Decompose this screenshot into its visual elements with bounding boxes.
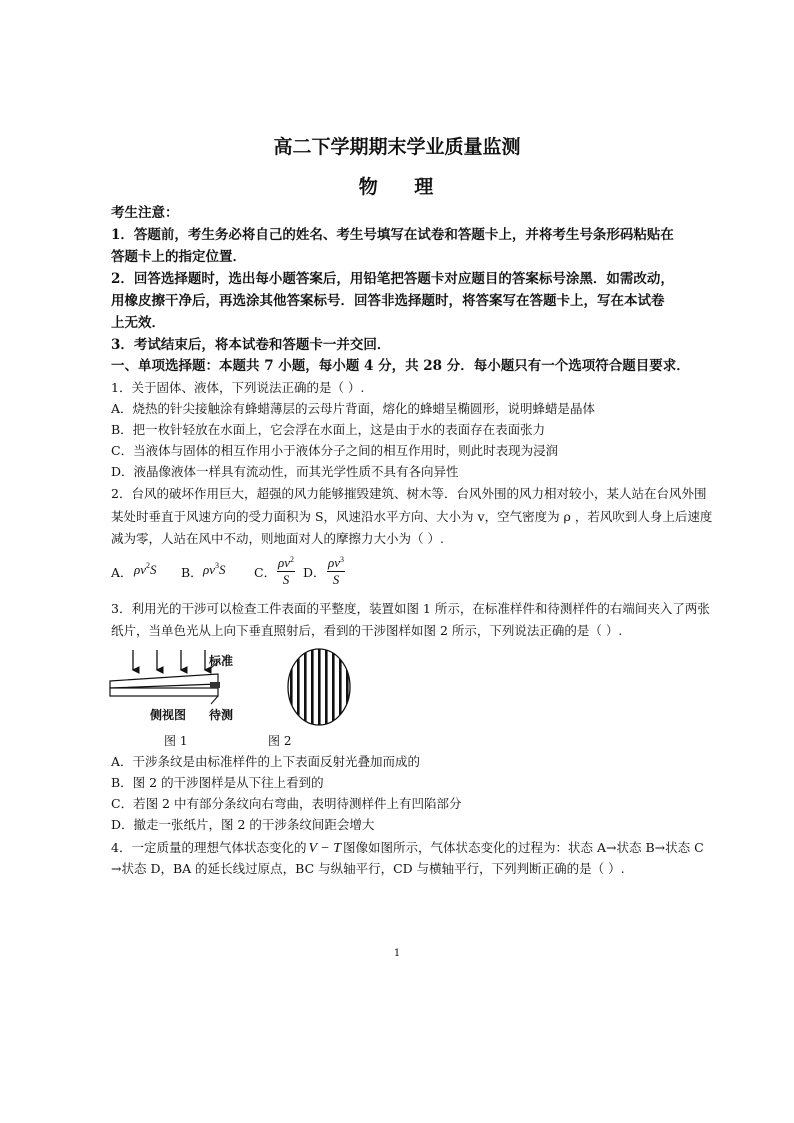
question-3-option-d: D．撤走一张纸片，图 2 的干涉条纹间距会增大	[111, 817, 375, 832]
question-4-line-1: 4．一定质量的理想气体状态变化的 V − T 图像如图所示，气体状态变化的过程为：状态 A→状态 B→状态 C	[111, 840, 704, 856]
paper-wedge	[210, 682, 220, 688]
question-3-line-1: 3．利用光的干涉可以检查工件表面的平整度，装置如图 1 所示，在标准样件和待测样件的右端间夹入了两张	[111, 601, 710, 616]
question-2-line-3: 减为零，人站在风中不动，则地面对人的摩擦力大小为（ ）.	[111, 531, 444, 546]
figure-2-caption: 图 2	[268, 734, 292, 748]
figure-1-label-side-view: 侧视图	[150, 708, 187, 722]
question-2-line-2: 某处时垂直于风速方向的受力面积为 S，风速沿水平方向、大小为 v，空气密度为 ρ ，若风吹到人身上后速度	[111, 509, 713, 524]
question-1-stem: 1．关于固体、液体，下列说法正确的是（ ）.	[111, 380, 365, 395]
figure-1-label-standard: 标准	[209, 654, 234, 668]
notice-item-3: 3．考试结束后，将本试卷和答题卡一并交回．	[111, 337, 391, 353]
vt-math: V − T	[308, 841, 342, 856]
subject-title: 物 理	[358, 176, 436, 198]
question-1-option-b: B．把一枚针轻放在水面上，它会浮在水面上，这是由于水的表面存在表面张力	[111, 422, 546, 437]
question-1-option-a: A．烧热的针尖接触涂有蜂蜡薄层的云母片背面，熔化的蜂蜡呈椭圆形，说明蜂蜡是晶体	[111, 401, 596, 416]
section-heading: 一、单项选择题：本题共 7 小题，每小题 4 分，共 28 分．每小题只有一个选项符合题目要求．	[111, 358, 690, 374]
question-3-option-c: C．若图 2 中有部分条纹向右弯曲，表明待测样件上有凹陷部分	[111, 796, 462, 811]
notice-item-2-cont: 用橡皮擦干净后，再选涂其他答案标号．回答非选择题时，将答案写在答题卡上，写在本试卷	[111, 293, 665, 309]
notice-item-2-cont2: 上无效．	[111, 315, 165, 331]
question-3-line-2: 纸片，当单色光从上向下垂直照射后，看到的干涉图样如图 2 所示，下列说法正确的是（ ）.	[111, 623, 623, 638]
question-2-option-c-label: C．	[254, 565, 277, 580]
notice-heading: 考生注意：	[111, 205, 179, 221]
question-2-option-a-formula: $\rho v^2S$	[134, 561, 157, 577]
notice-item-1: 1．答题前，考生务必将自己的姓名、考生号填写在试卷和答题卡上，并将考生号条形码粘贴在	[111, 227, 674, 243]
question-3-option-a: A．干涉条纹是由标准样件的上下表面反射光叠加而成的	[111, 754, 421, 769]
question-2-option-b-formula: $\rho v^3S$	[203, 561, 226, 577]
question-3-option-b: B．图 2 的干涉图样是从下往上看到的	[111, 775, 324, 790]
question-2-option-c-formula: $\frac{\rho v^2}{S}$	[277, 552, 295, 588]
question-2-option-d-formula: $\frac{\rho v^3}{S}$	[327, 552, 345, 588]
question-2-option-d-label: D．	[303, 565, 326, 580]
question-2-option-a-label: A．	[111, 565, 133, 580]
question-2-line-1: 2．台风的破坏作用巨大，超强的风力能够摧毁建筑、树木等．台风外围的风力相对较小，某人站在台风外围	[111, 486, 707, 501]
notice-item-2: 2．回答选择题时，选出每小题答案后，用铅笔把答题卡对应题目的答案标号涂黑．如需改动，	[111, 271, 674, 287]
figure-1-caption: 图 1	[164, 734, 188, 748]
page-number: 1	[393, 948, 401, 959]
notice-item-1-cont: 答题卡上的指定位置．	[111, 249, 246, 265]
question-2-option-b-label: B．	[181, 565, 203, 580]
figure-2-fringes	[286, 647, 352, 727]
question-1-option-c: C．当液体与固体的相互作用小于液体分子之间的相互作用时，则此时表现为浸润	[111, 443, 559, 458]
figure-1-label-test: 待测	[209, 708, 234, 722]
standard-sample	[110, 674, 218, 688]
test-sample	[110, 688, 218, 696]
light-arrows	[133, 650, 205, 670]
question-4-line-2: →状态 D，BA 的延长线过原点，BC 与纵轴平行，CD 与横轴平行，下列判断正确的是（ ）.	[111, 861, 625, 876]
exam-title: 高二下学期期末学业质量监测	[273, 136, 521, 158]
question-1-option-d: D．液晶像液体一样具有流动性，而其光学性质不具有各向异性	[111, 464, 459, 479]
